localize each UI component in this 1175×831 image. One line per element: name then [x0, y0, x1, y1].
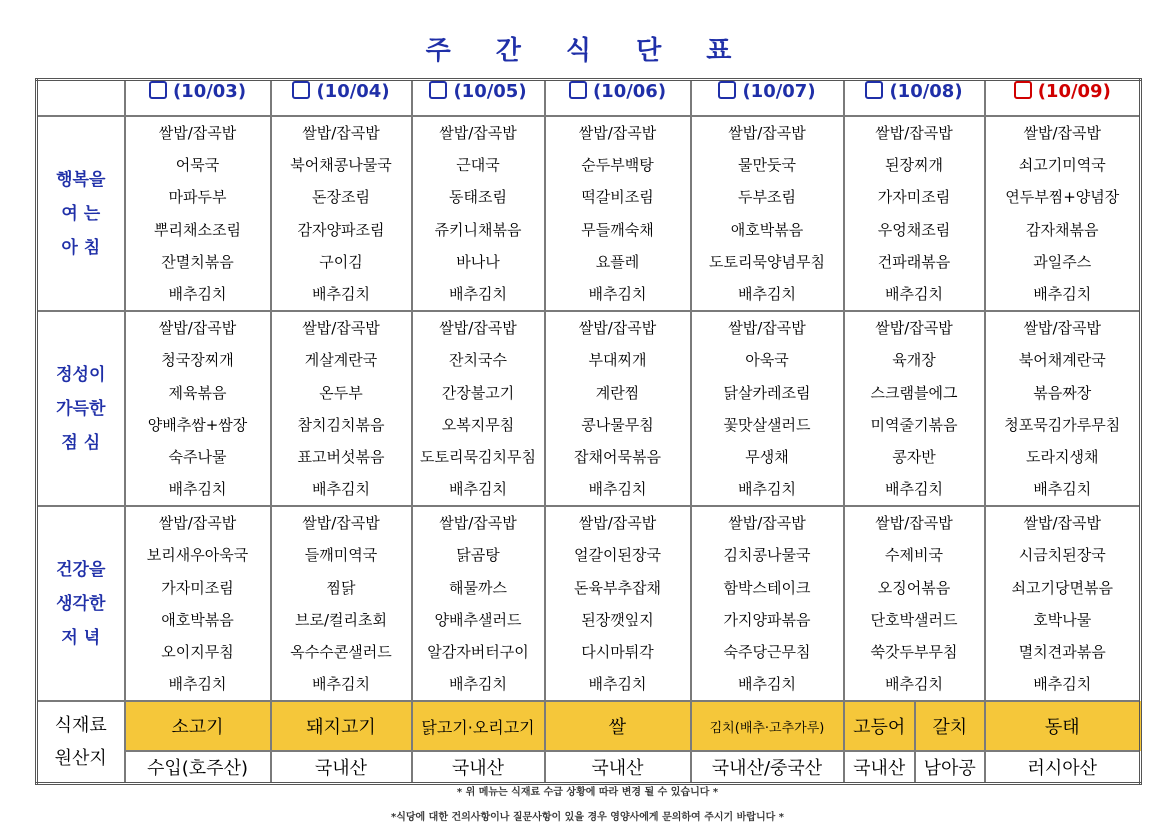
- dish-item: 무들깨숙채: [581, 220, 654, 239]
- water-icon: [429, 81, 447, 99]
- meal-label-line: 여 는: [61, 203, 101, 224]
- ingredient-name: 동태: [1044, 717, 1080, 739]
- dish-item: 쇠고기미역국: [1018, 156, 1106, 175]
- day-header: [125, 80, 271, 117]
- origin-label: [37, 701, 125, 784]
- dish-item: 아욱국: [745, 351, 789, 370]
- dish-item: 미역줄기볶음: [870, 415, 958, 434]
- split-row: [845, 752, 984, 782]
- dish-item: 온두부: [319, 383, 363, 402]
- dish-item: 잔치국수: [449, 351, 507, 370]
- ingredient-name: 돼지고기: [306, 717, 376, 739]
- dish-item: 다시마튀각: [581, 643, 654, 661]
- ingredient-name: 김치(배추·고추가루): [709, 720, 825, 736]
- day-date: (10/05): [453, 81, 527, 102]
- dish-item: 뿌리채소조림: [154, 220, 241, 239]
- origin-country-cell: [125, 751, 271, 784]
- dish-item: 쌀밥/잡곡밥: [158, 514, 237, 533]
- dish-item: 감자양파조림: [297, 220, 385, 239]
- dish-item: 근대국: [456, 156, 500, 175]
- dish-item: 육개장: [892, 351, 936, 370]
- dish-item: 쌀밥/잡곡밥: [302, 124, 380, 142]
- day-date: (10/08): [889, 81, 963, 102]
- origin-country-cell: [271, 751, 412, 784]
- dish-item: 쌀밥/잡곡밥: [1023, 514, 1101, 533]
- dish-item: 오복지무침: [441, 415, 515, 434]
- dish-item: 어묵국: [175, 156, 220, 175]
- day-menu-cell: [125, 506, 271, 701]
- dish-item: 쥬키니채볶음: [434, 220, 522, 239]
- day-menu-cell: [985, 506, 1141, 701]
- dish-item: 콩자반: [892, 447, 936, 466]
- dish-item: 브로/컬리초회: [295, 610, 387, 629]
- day-menu-cell: [844, 116, 985, 311]
- dish-item: 오이지무침: [161, 643, 234, 661]
- ingredient-cell: [845, 702, 916, 750]
- day-date: (10/03): [172, 81, 247, 102]
- dish-item: 쌀밥/잡곡밥: [578, 514, 657, 533]
- moon-icon: [149, 81, 167, 99]
- dish-item: 가지양파볶음: [723, 610, 811, 629]
- dish-item: 간장불고기: [441, 383, 515, 402]
- origin-country: 국내산: [591, 758, 644, 780]
- ingredient-name: 고등어: [853, 717, 906, 739]
- ingredient-cell: [125, 701, 271, 751]
- dish-item: 쌀밥/잡곡밥: [875, 319, 953, 338]
- fire-icon: [292, 81, 310, 99]
- dish-item: 시금치된장국: [1018, 546, 1106, 565]
- dish-item: 오징어볶음: [877, 578, 951, 597]
- footnote-contact: *식당에 대한 건의사항이나 질문사항이 있을 경우 영양사에게 문의하여 주시기 바랍니다 *: [390, 812, 785, 823]
- dish-item: 김치콩나물국: [723, 546, 811, 565]
- origin-country-cell: [915, 752, 984, 782]
- dish-item: 쌀밥/잡곡밥: [158, 124, 237, 142]
- origin-label-line: 원산지: [54, 748, 107, 770]
- dish-item: 감자채볶음: [1026, 220, 1099, 239]
- dish-item: 양배추쌈+쌈장: [147, 415, 248, 434]
- meal-label-line: 점 심: [61, 432, 101, 453]
- dish-item: 쌀밥/잡곡밥: [728, 319, 806, 338]
- dish-item: 배추김치: [588, 675, 647, 694]
- day-date: (10/06): [592, 81, 667, 102]
- day-menu-cell: [844, 506, 985, 701]
- meal-label: [37, 311, 125, 506]
- meal-label-line: 가득한: [56, 398, 106, 419]
- split-table: [845, 752, 984, 782]
- dish-item: 스크램블에그: [870, 383, 958, 402]
- dish-item: 쌀밥/잡곡밥: [578, 124, 657, 142]
- dish-item: 배추김치: [312, 284, 370, 303]
- origin-country: 국내산: [451, 758, 505, 780]
- dish-item: 쌀밥/잡곡밥: [875, 124, 953, 142]
- meal-row: [37, 116, 1141, 311]
- dish-item: 배추김치: [168, 675, 227, 694]
- day-header: [985, 80, 1141, 117]
- day-menu-cell: [545, 311, 691, 506]
- dish-item: 배추김치: [449, 284, 507, 303]
- dish-item: 쌀밥/잡곡밥: [302, 514, 380, 533]
- day-date: (10/04): [316, 81, 390, 102]
- dish-item: 옥수수콘샐러드: [290, 643, 392, 661]
- origin-country: 국내산: [314, 758, 368, 780]
- day-date: (10/09): [1037, 81, 1111, 102]
- dish-item: 바나나: [456, 252, 500, 271]
- dish-item: 배추김치: [312, 480, 370, 499]
- origin-country: 남아공: [923, 758, 976, 780]
- dish-item: 두부조림: [738, 188, 796, 207]
- dish-item: 잔멸치볶음: [161, 252, 234, 271]
- day-menu-cell: [271, 311, 412, 506]
- dish-item: 쇠고기당면볶음: [1011, 578, 1113, 597]
- dish-item: 청포묵김가루무침: [1004, 415, 1121, 434]
- day-menu-cell: [545, 506, 691, 701]
- dish-item: 배추김치: [738, 284, 796, 303]
- dish-item: 된장깻잎지: [581, 610, 654, 629]
- day-menu-cell: [412, 116, 545, 311]
- dish-item: 쌀밥/잡곡밥: [1023, 124, 1101, 142]
- dish-item: 잡채어묵볶음: [574, 447, 661, 466]
- dish-item: 된장찌개: [885, 156, 943, 175]
- dish-item: 애호박볶음: [161, 610, 234, 629]
- dish-item: 들깨미역국: [304, 546, 378, 565]
- day-menu-cell: [271, 116, 412, 311]
- day-menu-cell: [691, 116, 844, 311]
- dish-item: 쌀밥/잡곡밥: [158, 319, 237, 338]
- origin-label-line: 식재료: [54, 715, 107, 737]
- dish-item: 부대찌개: [588, 351, 647, 370]
- meal-row: [37, 311, 1141, 506]
- origin-country: 국내산/중국산: [711, 758, 823, 780]
- origin-country: 국내산: [853, 758, 906, 780]
- day-date: (10/07): [742, 81, 816, 102]
- dish-item: 단호박샐러드: [870, 610, 958, 629]
- day-menu-cell: [271, 506, 412, 701]
- dish-item: 배추김치: [885, 284, 943, 303]
- origin-country-cell: [691, 751, 844, 784]
- dish-item: 보리새우아욱국: [146, 546, 249, 565]
- dish-item: 배추김치: [738, 675, 796, 694]
- dish-item: 과일주스: [1033, 252, 1092, 271]
- dish-item: 배추김치: [1033, 480, 1092, 499]
- dish-item: 구이김: [319, 252, 363, 271]
- page-title: 주 간 식 단 표: [425, 36, 750, 66]
- ingredient-cell: [985, 701, 1141, 751]
- footnote-menu-change: * 위 메뉴는 식재료 수급 상황에 따라 변경 될 수 있습니다 *: [456, 787, 719, 798]
- split-cell: [844, 751, 985, 784]
- day-menu-cell: [125, 116, 271, 311]
- earth-icon: [865, 81, 883, 99]
- dish-item: 표고버섯볶음: [297, 447, 385, 466]
- origin-country-cell: [412, 751, 545, 784]
- dish-item: 도토리묵양념무침: [709, 252, 825, 271]
- origin-country: 러시아산: [1027, 758, 1098, 780]
- dish-item: 배추김치: [449, 480, 507, 499]
- dish-item: 쌀밥/잡곡밥: [1023, 319, 1101, 338]
- origin-country: 수입(호주산): [147, 758, 248, 780]
- split-table: [845, 702, 984, 750]
- dish-item: 배추김치: [885, 675, 943, 694]
- sun-icon: [1014, 81, 1032, 99]
- dish-item: 알감자버터구이: [427, 643, 529, 661]
- dish-item: 숙주나물: [168, 447, 227, 466]
- day-header: [691, 80, 844, 117]
- dish-item: 꽃맛살샐러드: [723, 415, 811, 434]
- dish-item: 수제비국: [885, 546, 943, 565]
- origin-country-cell: [985, 751, 1141, 784]
- ingredient-row: [37, 701, 1141, 751]
- dish-item: 쌀밥/잡곡밥: [728, 514, 806, 533]
- dish-item: 가자미조림: [877, 188, 951, 207]
- dish-item: 제육볶음: [168, 383, 227, 402]
- day-header: [271, 80, 412, 117]
- dish-item: 우엉채조림: [877, 220, 951, 239]
- dish-item: 배추김치: [168, 480, 227, 499]
- dish-item: 가자미조림: [161, 578, 234, 597]
- dish-item: 배추김치: [449, 675, 507, 694]
- day-menu-cell: [691, 506, 844, 701]
- dish-item: 도토리묵김치무침: [420, 447, 536, 466]
- day-header: [545, 80, 691, 117]
- gold-icon: [718, 81, 736, 99]
- ingredient-cell: [915, 702, 984, 750]
- meal-label: [37, 116, 125, 311]
- dish-item: 연두부찜+양념장: [1005, 188, 1120, 207]
- ingredient-cell: [412, 701, 545, 751]
- day-menu-cell: [985, 116, 1141, 311]
- dish-item: 물만둣국: [738, 156, 796, 175]
- day-menu-cell: [125, 311, 271, 506]
- meal-label-line: 생각한: [56, 593, 106, 614]
- day-menu-cell: [412, 506, 545, 701]
- dish-item: 게살계란국: [304, 351, 378, 370]
- dish-item: 배추김치: [588, 284, 647, 303]
- ingredient-name: 갈치: [932, 717, 968, 739]
- day-menu-cell: [985, 311, 1141, 506]
- dish-item: 쌀밥/잡곡밥: [439, 124, 517, 142]
- meal-label-line: 정성이: [56, 364, 106, 385]
- dish-item: 돈장조림: [312, 188, 370, 207]
- origin-country-cell: [545, 751, 691, 784]
- dish-item: 콩나물무침: [581, 415, 654, 434]
- dish-item: 건파래볶음: [877, 252, 951, 271]
- ingredient-name: 소고기: [171, 717, 224, 739]
- dish-item: 찜닭: [326, 578, 356, 597]
- meal-label-line: 건강을: [56, 559, 106, 580]
- day-menu-cell: [412, 311, 545, 506]
- dish-item: 쌀밥/잡곡밥: [578, 319, 657, 338]
- dish-item: 얼갈이된장국: [574, 546, 661, 565]
- meal-row: [37, 506, 1141, 701]
- dish-item: 닭살카레조림: [723, 383, 811, 402]
- dish-item: 배추김치: [1033, 675, 1092, 694]
- dish-item: 함박스테이크: [723, 578, 811, 597]
- tree-icon: [569, 81, 587, 99]
- dish-item: 배추김치: [1033, 284, 1092, 303]
- source-row: [37, 751, 1141, 784]
- dish-item: 북어채콩나물국: [290, 156, 392, 175]
- dish-item: 숙주당근무침: [723, 643, 811, 661]
- ingredient-cell: [271, 701, 412, 751]
- dish-item: 배추김치: [885, 480, 943, 499]
- day-menu-cell: [844, 311, 985, 506]
- dish-item: 쌀밥/잡곡밥: [875, 514, 953, 533]
- meal-label: [37, 506, 125, 701]
- dish-item: 쑥갓두부무침: [870, 643, 958, 661]
- ingredient-cell: [545, 701, 691, 751]
- dish-item: 참치김치볶음: [297, 415, 385, 434]
- dish-item: 호박나물: [1033, 610, 1092, 629]
- ingredient-name: 쌀: [608, 717, 627, 739]
- origin-country-cell: [845, 752, 916, 782]
- dish-item: 배추김치: [738, 480, 796, 499]
- dish-item: 동태조림: [449, 188, 507, 207]
- dish-item: 돈육부추잡채: [574, 578, 661, 597]
- dish-item: 청국장찌개: [161, 351, 234, 370]
- meal-label-line: 행복을: [56, 169, 106, 190]
- dish-item: 멸치견과볶음: [1018, 643, 1106, 661]
- split-cell: [844, 701, 985, 751]
- dish-item: 순두부백탕: [581, 156, 654, 175]
- dish-item: 쌀밥/잡곡밥: [728, 124, 806, 142]
- dish-item: 양배추샐러드: [434, 610, 522, 629]
- dish-item: 배추김치: [168, 284, 227, 303]
- dish-item: 계란찜: [595, 383, 640, 402]
- dish-item: 떡갈비조림: [581, 188, 654, 207]
- ingredient-name: 닭고기·오리고기: [421, 717, 535, 737]
- day-header: [844, 80, 985, 117]
- dish-item: 요플레: [595, 252, 640, 271]
- dish-item: 애호박볶음: [730, 220, 804, 239]
- ingredient-cell: [691, 701, 844, 751]
- meal-label-line: 저 녁: [61, 627, 101, 648]
- dish-item: 쌀밥/잡곡밥: [439, 319, 517, 338]
- dish-item: 해물까스: [449, 578, 507, 597]
- dish-item: 도라지생채: [1026, 447, 1099, 466]
- dish-item: 볶음짜장: [1033, 383, 1092, 402]
- day-menu-cell: [545, 116, 691, 311]
- dish-item: 배추김치: [588, 480, 647, 499]
- split-row: [845, 702, 984, 750]
- dish-item: 북어채계란국: [1018, 351, 1106, 370]
- dish-item: 무생채: [745, 447, 789, 466]
- dish-item: 마파두부: [168, 188, 227, 207]
- dish-item: 배추김치: [312, 675, 370, 694]
- day-header-row: [37, 80, 1141, 117]
- header-corner: [37, 80, 125, 117]
- day-header: [412, 80, 545, 117]
- dish-item: 쌀밥/잡곡밥: [302, 319, 380, 338]
- dish-item: 쌀밥/잡곡밥: [439, 514, 517, 533]
- dish-item: 닭곰탕: [456, 546, 500, 565]
- meal-label-line: 아 침: [61, 237, 101, 258]
- weekly-menu-table: [35, 78, 1142, 785]
- day-menu-cell: [691, 311, 844, 506]
